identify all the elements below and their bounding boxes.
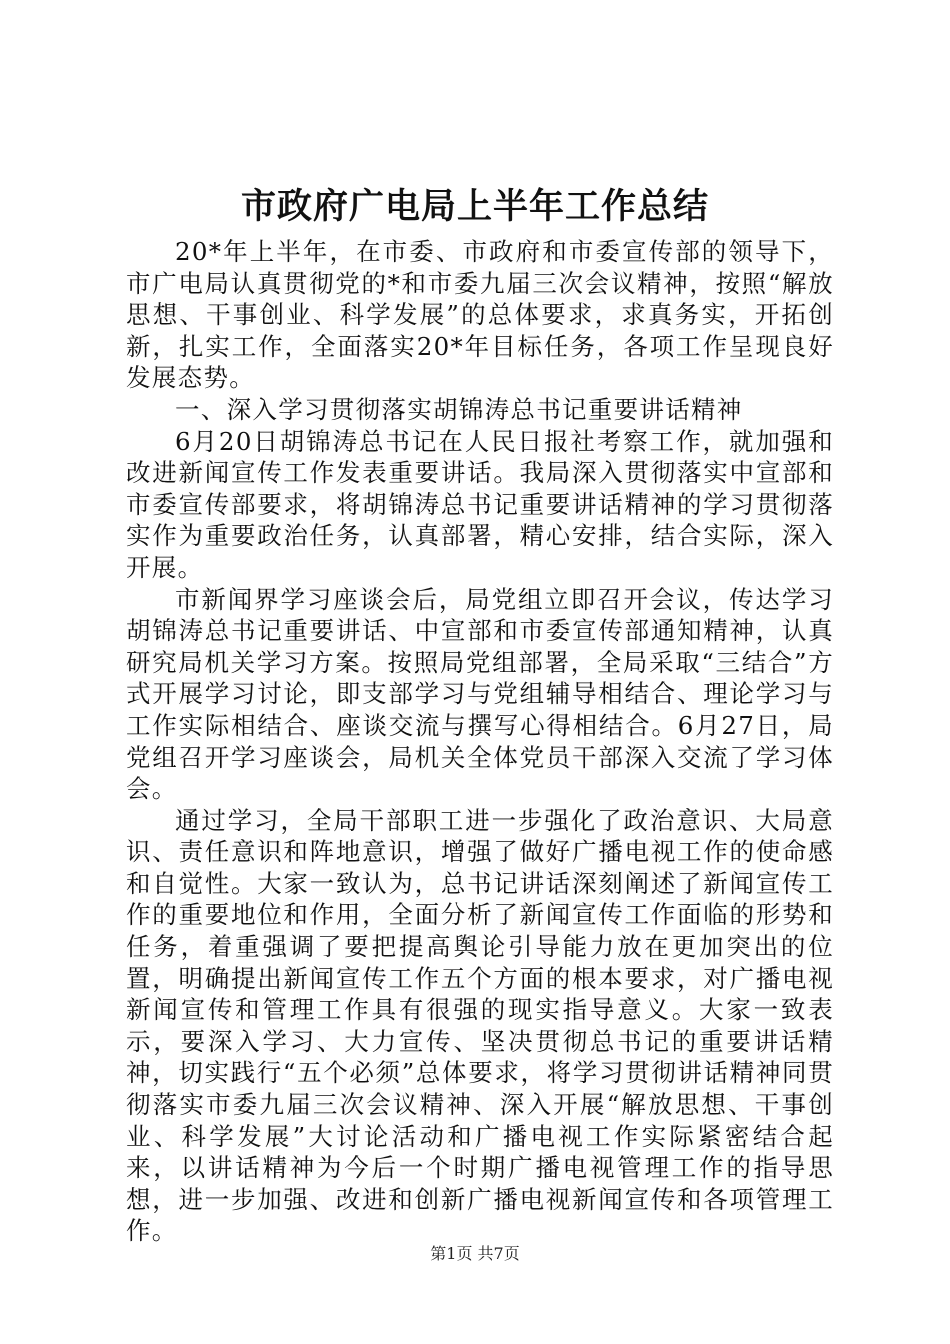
body-paragraph: 市新闻界学习座谈会后，局党组立即召开会议，传达学习胡锦涛总书记重要讲话、中宣部和市委宣传部通知精神，认真研究局机关学习方案。按照局党组部署，全局采取“三结合”方式开展学习讨论，即支部学习与党组辅导相结合、理论学习与工作实际相结合、座谈交流与撰写心得相结合。6月27日，局党组召开学习座谈会，局机关全体党员干部深入交流了学习体会。 xyxy=(126,584,834,804)
page-number-footer: 第1页 共7页 xyxy=(430,1244,520,1263)
body-paragraph: 通过学习，全局干部职工进一步强化了政治意识、大局意识、责任意识和阵地意识，增强了做好广播电视工作的使命感和自觉性。大家一致认为，总书记讲话深刻阐述了新闻宣传工作的重要地位和作用，全面分析了新闻宣传工作面临的形势和任务，着重强调了要把提高舆论引导能力放在更加突出的位置，明确提出新闻宣传工作五个方面的根本要求，对广播电视新闻宣传和管理工作具有很强的现实指导意义。大家一致表示，要深入学习、大力宣传、坚决贯彻总书记的重要讲话精神，切实践行“五个必须”总体要求，将学习贯彻讲话精神同贯彻落实市委九届三次会议精神、深入开展“解放思想、干事创业、科学发展”大讨论活动和广播电视工作实际紧密结合起来，以讲话精神为今后一个时期广播电视管理工作的指导思想，进一步加强、改进和创新广播电视新闻宣传和各项管理工作。 xyxy=(126,805,834,1246)
intro-paragraph: 20*年上半年，在市委、市政府和市委宣传部的领导下，市广电局认真贯彻党的*和市委九届三次会议精神，按照“解放思想、干事创业、科学发展”的总体要求，求真务实，开拓创新，扎实工作，全面落实20*年目标任务，各项工作呈现良好发展态势。 xyxy=(126,237,834,393)
body-paragraph: 6月20日胡锦涛总书记在人民日报社考察工作，就加强和改进新闻宣传工作发表重要讲话。我局深入贯彻落实中宣部和市委宣传部要求，将胡锦涛总书记重要讲话精神的学习贯彻落实作为重要政治任务，认真部署，精心安排，结合实际，深入开展。 xyxy=(126,426,834,582)
document-body xyxy=(126,236,834,1247)
document-title: 市政府广电局上半年工作总结 xyxy=(240,186,709,227)
section-heading: 一、深入学习贯彻落实胡锦涛总书记重要讲话精神 xyxy=(175,394,743,424)
